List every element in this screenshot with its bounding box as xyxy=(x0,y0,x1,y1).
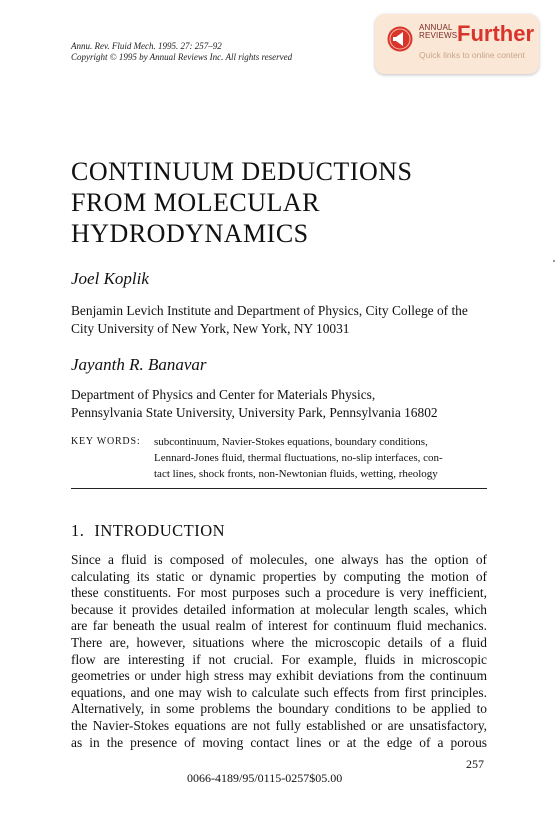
body-line: flow are interesting if not crucial. For example, fluids in microscopic xyxy=(71,651,487,667)
author-affiliation xyxy=(71,386,491,422)
body-line: geometries or under high stress may exhibit deviations from the continuum xyxy=(71,668,487,684)
body-line: equations, and one may wish to calculate such effects from first principles. xyxy=(71,684,487,700)
annual-reviews-wordmark xyxy=(419,24,457,40)
article-code: 0066-4189/95/0115-0257$05.00 xyxy=(187,771,343,785)
annual-label: ANNUAL xyxy=(419,23,453,32)
title-line-2: FROM MOLECULAR xyxy=(71,188,320,217)
body-paragraph xyxy=(71,552,487,751)
keywords-list xyxy=(154,434,487,482)
author-name: Joel Koplik xyxy=(71,269,149,288)
article-title xyxy=(71,156,491,249)
keywords-line: Lennard-Jones fluid, thermal fluctuations, no-slip interfaces, con- xyxy=(154,452,443,464)
body-line: because it provides detailed information at molecular length scales, which xyxy=(71,601,487,617)
copyright-notice: Copyright © 1995 by Annual Reviews Inc. All rights reserved xyxy=(71,52,293,62)
affiliation-line: Department of Physics and Center for Materials Physics, xyxy=(71,387,376,402)
keywords-line: tact lines, shock fronts, non-Newtonian fluids, wetting, rheology xyxy=(154,468,438,480)
keywords-line: subcontinuum, Navier-Stokes equations, boundary conditions, xyxy=(154,436,428,448)
body-line: calculating its static or dynamic properties by computing the motion of xyxy=(71,568,487,584)
body-line: There are, however, situations where the microscopic details of a fluid xyxy=(71,634,487,650)
keywords-divider xyxy=(71,488,487,489)
author-name: Jayanth R. Banavar xyxy=(71,355,207,374)
journal-header xyxy=(71,41,292,63)
body-line: as in the presence of moving contact lines or at the edge of a porous xyxy=(71,734,487,750)
keywords-label: KEY WORDS: xyxy=(71,436,141,447)
section-number: 1. xyxy=(71,521,85,540)
page-speck xyxy=(553,260,555,262)
body-line: Since a fluid is composed of molecules, one always has the option of xyxy=(71,552,487,567)
further-label: Further xyxy=(457,21,534,46)
journal-citation: Annu. Rev. Fluid Mech. 1995. 27: 257–92 xyxy=(71,41,222,51)
affiliation-line: City University of New York, New York, NY 10031 xyxy=(71,321,350,336)
section-title: INTRODUCTION xyxy=(94,521,226,540)
title-line-3: HYDRODYNAMICS xyxy=(71,219,309,248)
reviews-label: REVIEWS xyxy=(419,31,458,40)
author-affiliation xyxy=(71,302,491,338)
speaker-logo-icon xyxy=(387,26,413,52)
further-badge[interactable] xyxy=(375,14,539,74)
body-line: are far beneath the usual realm of interest for continuum fluid mechanics. xyxy=(71,618,487,634)
page-number: 257 xyxy=(466,757,484,771)
quick-links-label: Quick links to online content xyxy=(419,50,525,60)
body-line: these constituents. For most purposes such a procedure is very inefficient, xyxy=(71,585,487,601)
body-line: Alternatively, in some problems the boundary conditions to be applied to xyxy=(71,701,487,717)
title-line-1: CONTINUUM DEDUCTIONS xyxy=(71,157,413,186)
affiliation-line: Benjamin Levich Institute and Department of Physics, City College of the xyxy=(71,303,468,318)
body-line: the Navier-Stokes equations are not fully established or are unsatisfactory, xyxy=(71,717,487,733)
affiliation-line: Pennsylvania State University, University Park, Pennsylvania 16802 xyxy=(71,405,438,420)
section-heading xyxy=(71,521,225,541)
